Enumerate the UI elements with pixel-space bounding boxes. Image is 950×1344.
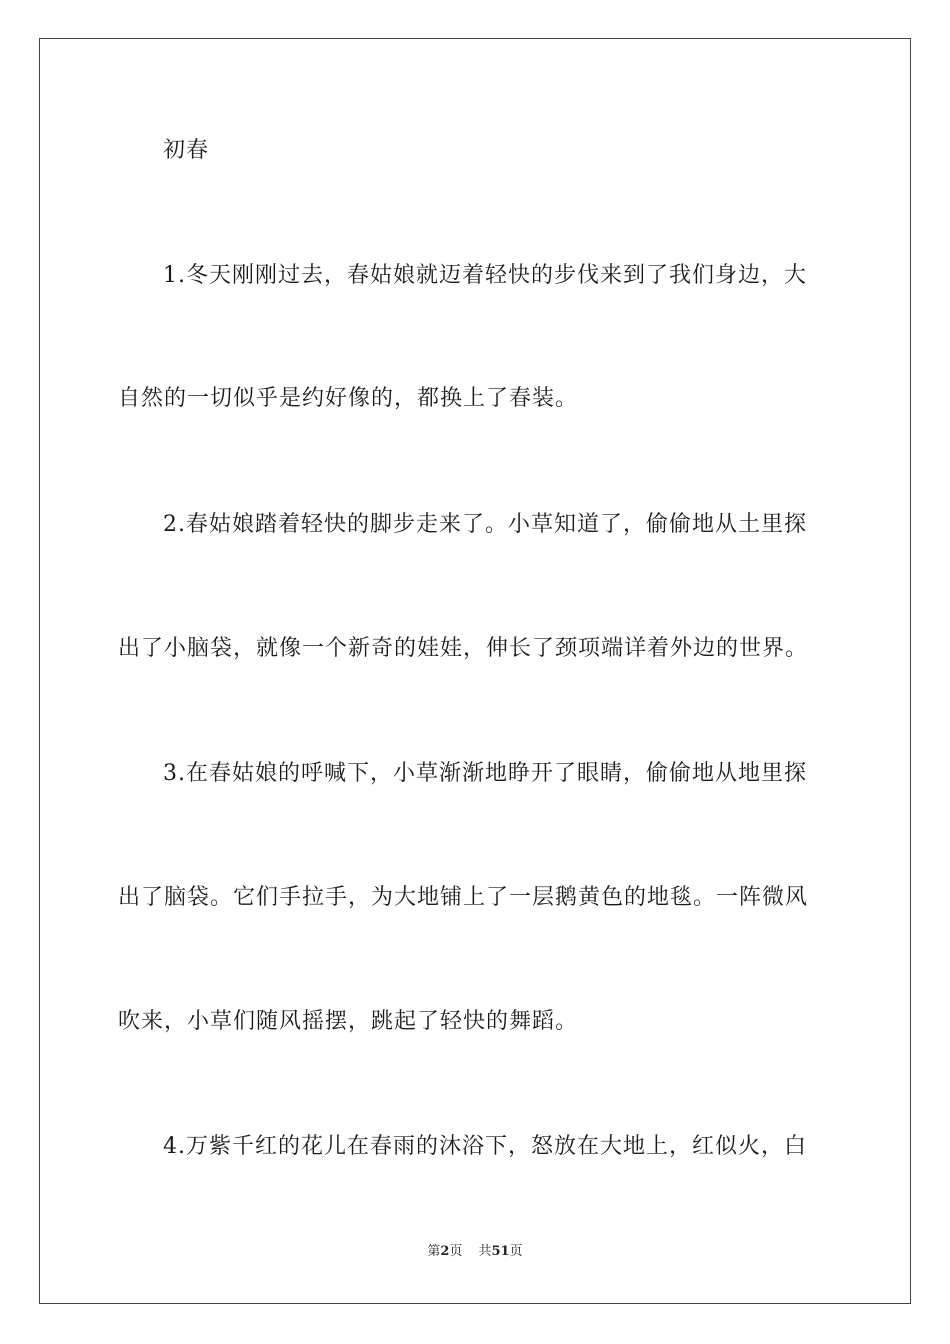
paragraph-3-line-1: 3.在春姑娘的呼喊下，小草渐渐地睁开了眼睛，偷偷地从地里探 (163, 761, 807, 786)
page-footer (0, 1243, 950, 1261)
paragraph-3-line-2: 出了脑袋。它们手拉手，为大地铺上了一层鹅黄色的地毯。一阵微风 (118, 885, 809, 910)
paragraph-1-line-2: 自然的一切似乎是约好像的，都换上了春装。 (118, 386, 579, 411)
total-suffix: 页 (509, 1244, 523, 1259)
paragraph-1-line-1: 1.冬天刚刚过去，春姑娘就迈着轻快的步伐来到了我们身边，大 (163, 263, 807, 288)
paragraph-2-line-1: 2.春姑娘踏着轻快的脚步走来了。小草知道了，偷偷地从土里探 (163, 512, 807, 537)
paragraph-3-line-3: 吹来，小草们随风摇摆，跳起了轻快的舞蹈。 (118, 1009, 579, 1034)
page-number: 2 (440, 1244, 450, 1259)
page-suffix: 页 (449, 1244, 463, 1259)
paragraph-4-line-1: 4.万紫千红的花儿在春雨的沐浴下，怒放在大地上，红似火，白 (163, 1134, 807, 1159)
paragraph-2-line-2: 出了小脑袋，就像一个新奇的娃娃，伸长了颈项端详着外边的世界。 (118, 636, 809, 661)
page-frame (39, 38, 911, 1304)
total-prefix: 共 (478, 1244, 492, 1259)
document-title: 初春 (163, 138, 210, 163)
total-pages: 51 (491, 1244, 510, 1259)
page-prefix: 第 (427, 1244, 441, 1259)
